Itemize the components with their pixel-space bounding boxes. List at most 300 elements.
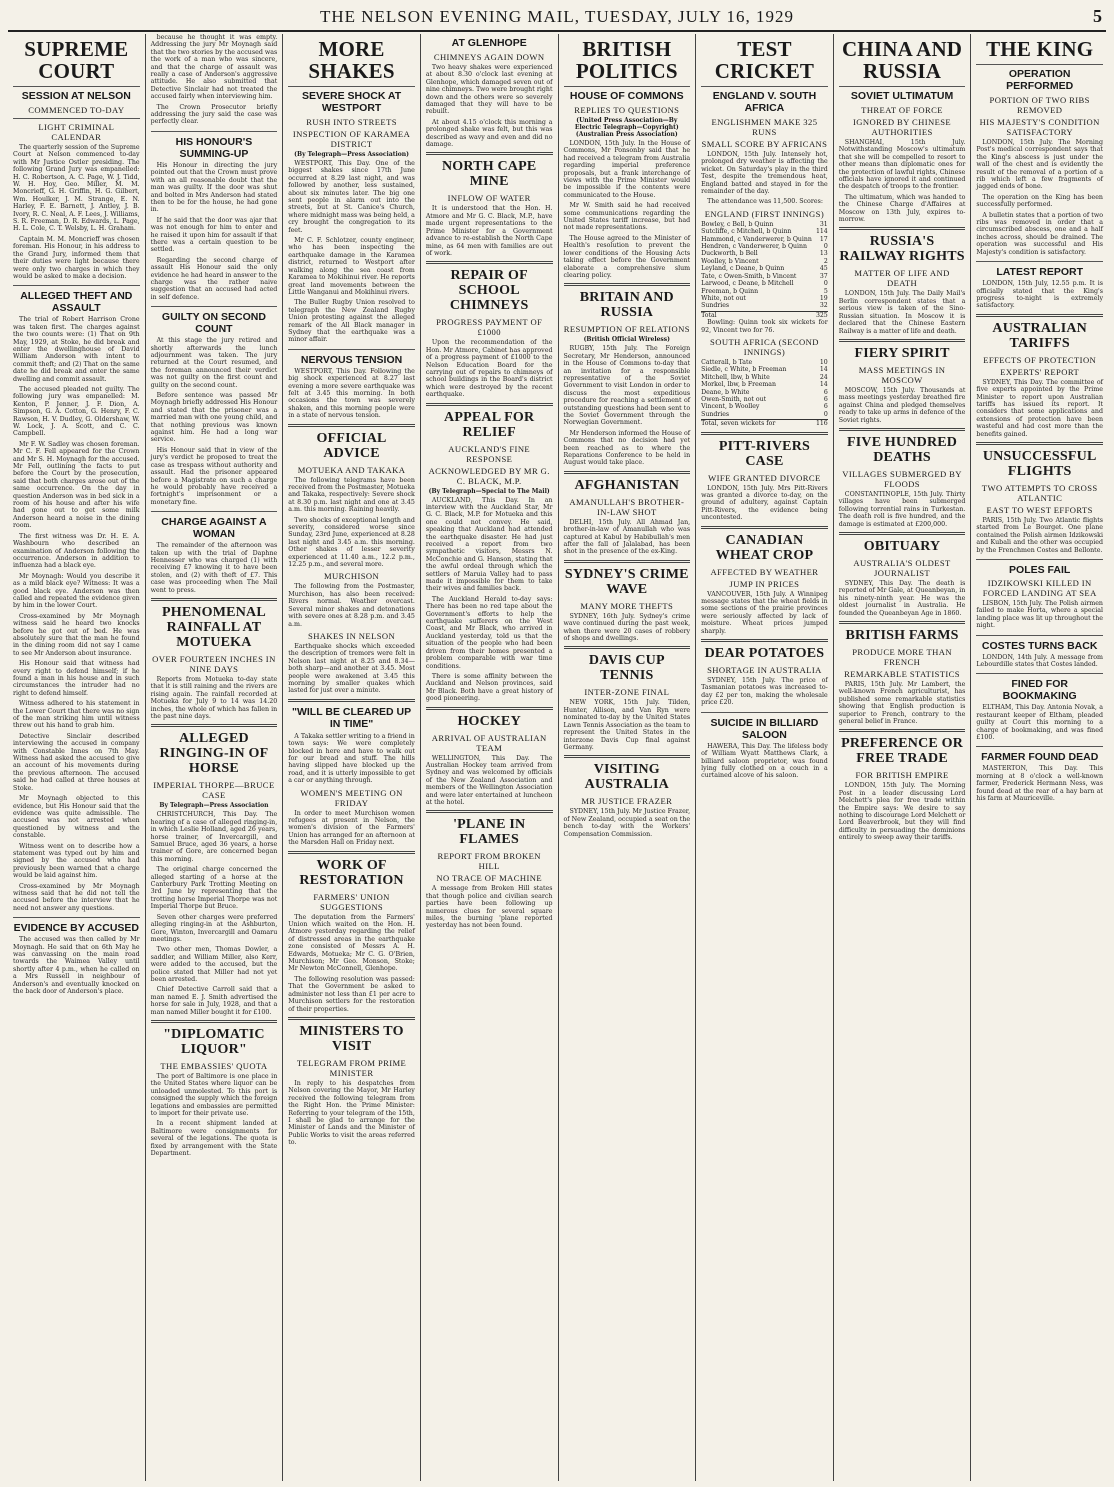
story-heading: NERVOUS TENSION [288,349,415,366]
kicker: PROGRESS PAYMENT OF £1000 [436,317,543,338]
batsman: Siedle, c White, b Freeman [701,366,787,374]
score-row [701,374,828,381]
headline-the-king: THE KING [986,37,1094,61]
article-paragraph: MOSCOW, 15th July. Thousands at mass meetings yesterday breathed fire against China and pledged themselves ready to take up arms in defence of the Soviet rights. [838,386,966,424]
kicker: PRODUCE MORE THAN FRENCH [852,647,952,667]
divider [13,118,140,119]
article-paragraph: SYDNEY, This Day. The committee of five experts appointed by the Prime Minister to report upon Australian tariffs has issued its report. It considers that some applications and extensions of protection have been wasteful and had cost more than the benefits gained. [976,378,1103,438]
article-paragraph: His Honour said that in view of the jury's verdict he proposed to treat the case as trespass without authority and assault. Had the prisoner appeared before a Magistrate on such a charge he would probably have received a fortnight's imprisonment or a monetary fine. [150,446,278,506]
article-paragraph: Two other men, Thomas Dowler, a saddler, and William Miller, also Kerr, were added to the accused, but the police stated that Miller had not yet been arrested. [150,946,278,983]
headline-five-hundred-deaths: FIVE HUNDRED DEATHS [846,434,958,465]
article-paragraph: CONSTANTINOPLE, 15th July. Thirty villages have been submerged following torrential rains in Turkestan. The death roll is five hundred, and the damage is estimated at £200,000. [838,490,966,528]
kicker: MATTER OF LIFE AND DEATH [854,268,950,289]
page-number: 5 [1093,6,1102,26]
divider [976,64,1103,65]
runs: 6 [823,388,828,396]
article-paragraph: Earthquake shocks which exceeded the description of tremors were felt in Nelson last night at 8.25 and 8.34—both sharp—and another at 3.45. Most people were awakened at 3.45 this morning by smaller quakes which lasted for just over a minute. [288,642,415,695]
article-paragraph: At this stage the jury retired and shortly afterwards the lunch adjournment was taken. The jury returned at the Court resumed, and the foreman announced their verdict was not guilty on the first count and guilty on the second count. [150,337,278,389]
story-heading: COSTES TURNS BACK [976,635,1103,652]
kicker: MOTUEKA AND TAKAKA [297,464,406,475]
story-heading: EVIDENCE BY ACCUSED [13,917,140,934]
article-paragraph: The quarterly session of the Supreme Court at Nelson commenced to-day with Mr Justice Ostler presiding. The following Grand Jury was empanelled: H. C. Robertson, A. C. Page, W. J. Tidd, W. H. Hoy, Geo. Miller, M. M. Moncrieff, G. H. Griffin, H. G. Gilbert, Wm. Houlker, J. M. Strange, E. N. Harley, F. E. Barnett, J. Antley, J. B. Ivory, R. C. Neal, A. F. Lees, J. Williams, S. R. Freeman, D. R. Edwards, L. Page, H. L. Cole, C. T. Welsby, L. H. Graham. [13,144,140,233]
article-paragraph: LONDON, 15th July. The Daily Mail's Berlin correspondent states that a serious view is taken of the Sino-Russian situation. In Moscow it is declared that the Chinese Eastern Railway is a matter of life and death. [838,290,966,335]
headline-appeal: APPEAL FOR RELIEF [444,409,535,440]
divider [151,724,278,727]
article-paragraph: RUGBY, 15th July. The Foreign Secretary, Mr Henderson, announced in the House of Commons to-day that an invitation for a responsible representative of the Soviet Government to visit London in order to discuss the most expeditious procedure for reaching a settlement of outstanding questions had been sent to the Soviet Government through the Norwegian Government. [563,345,691,427]
headline-preference: PREFERENCE OR FREE TRADE [841,736,964,767]
article-paragraph: The following telegrams have been received from the Postmaster, Motueka and Takaka, respectively: Severe shock at 8.30 p.m. last night and one at 3.45 a.m. this morning. Raining heavily. [288,476,415,514]
divider [564,755,691,758]
kicker: IMPERIAL THORPE—BRUCE CASE [153,780,275,801]
column-8 [971,34,1108,1481]
headline-crime-wave: SYDNEY'S CRIME WAVE [564,566,689,597]
kicker: EXPERTS' REPORT [1000,366,1080,377]
kicker: RESUMPTION OF RELATIONS [563,324,690,335]
score-row [701,295,828,302]
kicker: TWO ATTEMPTS TO CROSS ATLANTIC [981,482,1098,503]
article-paragraph: AUCKLAND, This Day. In an interview with the Auckland Star, Mr G. C. Black, M.P. for Motueka and this one could not convey. He said, speaking that Auckland had attended the earthquake disaster. He had just received a report from two sympathetic visitors, Messrs N. McConchie and G. Hanson, stating that the awful ordeal through which the settlers of Maruia Valley had to pass made it impossible for them to take their wives and families back. [425,496,553,593]
article-paragraph: LONDON, 15th July. In the House of Commons, Mr Ponsonby said that he had received a telegram from Australia regarding imperial preference proposals, but a frank interchange of views with the Prime Minister would be impossible if the contents were communicated to the House. [563,140,691,199]
score-row [701,258,828,265]
article-paragraph: At about 4.15 o'clock this morning a prolonged shake was felt, but this was described as wavy and even and did no damage. [425,118,553,149]
score-row [701,302,828,309]
batsman: Larwood, c Deane, b Mitchell [701,280,794,288]
kicker: MR JUSTICE FRAZER [581,796,673,807]
kicker: MURCHISON [323,571,380,582]
column-6 [696,34,834,1481]
wire-credit: (British Official Wireless) [583,336,671,344]
wire-credit: By Telegraph—Press Association [159,802,269,810]
article-paragraph: LONDON, 15th July, 12.55 p.m. It is officially stated that the King's progress to-night is extremely satisfactory. [976,280,1103,310]
article-paragraph: HAWERA, This Day. The lifeless body of William Wyatt Matthews Clark, a billiard saloon proprietor, was found lying fully clothed on a couch in a curtained alcove of his saloon. [701,742,828,780]
divider [288,1017,415,1020]
story-heading: ALLEGED THEFT AND ASSAULT [13,285,140,314]
story-heading: FINED FOR BOOKMAKING [976,673,1103,702]
kicker: ARRIVAL OF AUSTRALIAN TEAM [431,732,547,753]
masthead-title: THE NELSON EVENING MAIL, TUESDAY, JULY 16, 1929 [319,7,795,26]
runs: 6 [823,403,828,411]
kicker: SHORTAGE IN AUSTRALIA [707,665,822,676]
runs: 17 [819,235,828,243]
divider [288,851,415,854]
score-total: Total, seven wickets for 116 [701,420,828,428]
story-heading: SUICIDE IN BILLIARD SALOON [701,712,828,741]
kicker: LIGHT CRIMINAL CALENDAR [38,122,115,142]
kicker: FARMERS' UNION SUGGESTIONS [313,891,390,912]
kicker: RUSH INTO STREETS [306,117,397,127]
article-paragraph: In reply to his despatches from Nelson covering the Mayor, Mr Harley received the following telegram from the Right Hon. the Prime Minister: Referring to your telegram of the 15th, I shall be glad to arrange for the Minister of Lands and the Minister of Public Works to visit the areas referred to. [288,1079,415,1147]
article-paragraph: The Buller Rugby Union resolved to telegraph the New Zealand Rugby Union protesting against the alleged remark of the All Black manager in Sydney that the earthquake was a minor affair. [288,299,415,344]
score-row [701,236,828,243]
headline-ringing-in: ALLEGED RINGING-IN OF HORSE [159,731,269,777]
batsman: Hammond, c Vanderwerer, b Quinn [701,235,812,243]
kicker: REPLIES TO QUESTIONS [574,105,680,115]
batsman: White, not out [701,294,746,302]
article-paragraph: NEW YORK, 15th July. Tilden, Hunter, Allison, and Van Ryn were nominated to-day by the United States Lawn Tennis Association as the team to represent the United States in the interzone Davis Cup final against Germany. [563,699,691,751]
article-paragraph: Bowling: Quinn took six wickets for 92, Vincent two for 76. [701,319,828,334]
article-paragraph: PARIS, 15th July. Mr Lambert, the well-known French agriculturist, has published some remarkable statistics showing that English production is superior to French, contrary to the general belief in France. [838,681,966,726]
batsman: Vincent, b Woolley [701,403,760,411]
runs: 19 [819,294,828,302]
column-2 [146,34,284,1481]
divider [564,86,691,87]
article-paragraph: The following from the Postmaster, Murchison, has also been received: Rivers normal. Weather overcast. Several minor shakes and detonations with severe ones at 8.28 p.m. and 3.45 a.m. [288,583,415,628]
article-paragraph: DELHI, 15th July. All Ahmad Jan, brother-in-law of Amanullah who was captured at Kabul by Habibullah's men after the fall of Jalalabad, has been shot in the presence of the ex-King. [563,518,691,556]
kicker: AUCKLAND'S FINE RESPONSE [448,443,531,464]
kicker: INTER-ZONE FINAL [584,687,670,698]
article-paragraph: The first witness was Dr. H. E. A. Washbourn who described an examination of Anderson following the occurrence. Anderson in addition to influenza had a black eye. [13,532,140,570]
wire-credit: (By Telegraph—Special to The Mail) [428,487,550,495]
scorecard-south-africa [701,359,828,428]
score-row [701,403,828,410]
runs: 10 [819,358,828,366]
kicker: COMMENCED TO-DAY [28,105,125,115]
runs: 14 [819,366,828,374]
divider [701,639,828,642]
article-paragraph: In a recent shipment landed at Baltimore were consignments for several of the legations. The quota is fixed by arrangement with the State Department. [150,1120,278,1158]
headline-railway-rights: RUSSIA'S RAILWAY RIGHTS [839,234,965,265]
kicker: HIS MAJESTY'S CONDITION SATISFACTORY [979,117,1100,137]
divider [564,471,691,474]
kicker: EFFECTS OF PROTECTION [983,354,1097,365]
article-paragraph: PARIS, 15th July. Two Atlantic flights started from Le Bourget. One plane contained the Polish airmen Idzikowski and Kubali and the other was occupied by the Frenchmen Costes and Bellonte. [976,516,1103,554]
article-paragraph: SYDNEY, 15th July. The price of Tasmanian potatoes was increased to-day £2 per ton, making the wholesale price £20. [701,677,828,707]
masthead [8,4,1106,32]
article-paragraph: LONDON, 14th July. A message from Lebourdille states that Costes landed. [976,653,1103,669]
batsman: Deane, b White [701,388,750,396]
headline-britain-russia: BRITAIN AND RUSSIA [579,290,674,321]
runs: 37 [819,272,828,280]
divider [701,432,828,435]
article-paragraph: The trial of Robert Harrison Crone was taken first. The charges against the two counts were: (1) That on 9th May, 1929, at Stoke, he did break and enter the dwellinghouse of David William Anderson with intent to commit theft; and (2) That on the same date he did break and enter the same dwelling and commit assault. [13,316,140,383]
article-paragraph: WESTPORT, This Day. One of the biggest shakes since 17th June occurred at 8.29 last night, and was followed by another, less sustained, about six minutes later. The big one sent people in alarm out into the streets, but at St. Canice's Church, where midnight mass was being held, a cry brought the congregation to its feet. [288,160,415,234]
runs: 13 [819,250,828,258]
headline-more-shakes: MORE SHAKES [308,37,395,83]
headline-fiery-spirit: FIERY SPIRIT [854,345,950,361]
article-paragraph: The attendance was 11,500. Scores: [707,198,823,206]
divider [426,707,553,710]
kicker: MANY MORE THEFTS [580,600,674,611]
article-paragraph: Cross-examined by Mr Moynagh witness said that he did not tell the accused before the interview that he need not answer any questions. [13,882,140,912]
article-paragraph: The port of Baltimore is one place in the United States where liquor can be unloaded unmolested. To this port is consigned the supply which the foreign legations and embassies are permitted to import for their private use. [150,1072,278,1117]
batsman: Duckworth, b Bell [701,250,758,258]
divider [839,227,966,230]
headline-north-cape: NORTH CAPE MINE [441,159,537,190]
kicker: INFLOW OF WATER [447,193,531,204]
headline-ministers: MINISTERS TO VISIT [299,1023,404,1054]
kicker: SMALL SCORE BY AFRICANS [701,139,828,149]
article-paragraph: Reports from Motueka to-day state that it is still raining and the rivers are rising again. The rainfall recorded at Motueka for July 9 to 14 was 14.20 inches, the whole of which has fallen in the past nine days. [150,675,278,720]
article-paragraph: The following resolution was passed: That the Government be asked to administer not less than £1 per acre to Murchison settlers for the restoration of their properties. [288,975,415,1013]
headline-afghanistan: AFGHANISTAN [574,477,680,493]
article-paragraph: because he thought it was empty. Addressing the jury Mr Moynagh said that the two stories by the accused was the work of a man who was sincere, and that the charge of assault was really a case of Anderson's aggressive attitude. He also submitted that Detective Sinclair had not treated the accused fairly when interviewing him. [150,34,278,101]
story-heading: POLES FAIL [976,559,1103,576]
runs: 2 [823,257,828,265]
divider [839,339,966,342]
divider [839,532,966,535]
article-paragraph: MASTERTON, This Day. This morning at 8 o'clock a well-known farmer, Frederick Hermann Ness, was found dead at the rear of a hay barn at his farm at Mauriceville. [976,765,1103,803]
divider [839,428,966,431]
article-paragraph: A Takaka settler writing to a friend in town says: We were completely blocked in here and have to walk out for our bread and stuff. The hills having slipped have blocked up the road, and it is utterly impossible to get a car or anything through. [288,732,415,785]
subhead: ENGLAND V. SOUTH AFRICA [712,90,817,114]
divider [839,86,966,87]
score-total: Total 325 [701,311,828,319]
headline-australian-tariffs: AUSTRALIAN TARIFFS [992,320,1087,351]
kicker: REPORT FROM BROKEN HILL [437,851,541,872]
column-3 [283,34,421,1481]
score-row [701,250,828,257]
article-paragraph: If he said that the door was ajar that was not enough for him to enter and he raised it upon him for assault if that there was a certain question to be settled. [150,216,278,254]
divider [288,699,415,702]
article-paragraph: The operation on the King has been successfully performed. [976,193,1103,209]
article-paragraph: Regarding the second charge of assault His Honour said the only evidence he had heard in answer to the charge was the rather naive suggestion that an accused had acted in self defence. [150,256,278,301]
story-heading: LATEST REPORT [976,261,1103,278]
article-paragraph: His Honour in directing the jury pointed out that the Crown must prove with an all reasonable doubt that the man was guilty. If the door was shut and bolted in Mrs Anderson had stated then to be for the house, he had gone in. [150,161,278,214]
runs: 0 [823,243,828,251]
column-7 [834,34,972,1481]
article-paragraph: LONDON, 15th July. Mrs Pitt-Rivers was granted a divorce to-day, on the ground of adultery, against Captain Pitt-Rivers, the evidence being uncontested. [701,484,828,522]
divider [839,729,966,732]
article-paragraph: LONDON, 15th July. Intensely hot, prolonged dry weather is affecting the wicket. On Saturday's play in the third Test, despite the tremendous heat, England batted and stayed in for the remainder of the day. [701,151,828,196]
article-paragraph: SYDNEY, This Day. The death is reported of Mr Gale, at Queanbeyan, in his ninety-ninth year. He was the oldest journalist in Australia. He founded the Queanbeyan Age in 1860. [838,579,966,617]
article-paragraph: The original charge concerned the alleged starting of a horse at the Canterbury Park Trotting Meeting on 3rd June by representing that the trotting horse Imperial Thorpe was not Imperial Thorpe but Bruce. [150,866,278,911]
article-paragraph: Mr W. Smith said he had received some communications regarding the United States tariff increase, but had not made representations. [563,202,691,232]
kicker: ENGLISHMEN MAKE 325 RUNS [711,117,818,137]
article-paragraph: LISBON, 15th July. The Polish airmen failed to make Horta, where a special landing place was lit up throughout the night. [976,600,1103,630]
wire-credit: (By Telegraph—Press Association) [294,151,409,158]
score-row [701,221,828,228]
headline-davis-cup: DAVIS CUP TENNIS [588,653,665,684]
headline-obituary: OBITUARY [863,538,941,554]
scorecard-title: SOUTH AFRICA (SECOND INNINGS) [710,336,819,357]
batsman: Leyland, c Deane, b Quinn [701,265,785,273]
article-paragraph: Seven other charges were preferred alleging ringing-in at the Ashburton, Gore, Winton, Invercargill and Oamaru meetings. [150,913,278,943]
headline-diplomatic-liquor: "DIPLOMATIC LIQUOR" [163,1026,265,1057]
headline-restoration: WORK OF RESTORATION [299,857,404,888]
batsman: Sutcliffe, c Mitchell, b Quinn [701,228,792,236]
kicker: WOMEN'S MEETING ON FRIDAY [300,787,403,808]
divider [701,86,828,87]
kicker: EAST TO WEST EFFORTS [986,504,1093,515]
score-row [701,381,828,388]
article-paragraph: The deputation from the Farmers' Union which waited on the Hon. H. Atmore yesterday regarding the relief of distressed areas in the earthquake zone consisted of Messrs A. H. Edwards, Motueka; Mr C. G. O'Brien, Murchison; Mr Geo. Monson, Stoke; Mr Newton McConnell, Glenhope. [288,913,415,973]
divider [288,86,415,87]
divider [976,314,1103,317]
kicker: VILLAGES SUBMERGED BY FLOODS [842,468,962,489]
kicker: JUMP IN PRICES [729,578,800,589]
article-paragraph: The Crown Prosecutor briefly addressing the jury said the case was perfectly clear. [150,103,278,126]
batsman: Catterall, b Tate [701,358,753,366]
divider [151,1020,278,1023]
headline-visiting-australia: VISITING AUSTRALIA [584,762,669,793]
scorecard-title: ENGLAND (FIRST INNINGS) [704,208,825,219]
subhead: "WILL BE CLEARED UP IN TIME" [292,705,412,730]
newspaper-columns [8,34,1108,1481]
article-paragraph: The ultimatum, which was handed to the Chinese Charge d'Affaires at Moscow on 13th July, expires to-morrow. [838,193,966,224]
article-paragraph: SYDNEY, 15th July. Mr Justice Frazer, of New Zealand, occupied a seat on the bench to-day with the Workers' Compensation Commission. [563,808,691,838]
story-heading: GUILTY ON SECOND COUNT [151,306,278,335]
article-paragraph: There is some affinity between the Auckland and Nelson provinces, said Mr Black. Both have a great history of good pioneering. [425,672,553,703]
subhead: AT GLENHOPE [451,37,527,49]
article-paragraph: Witness went on to describe how a statement was typed out by him and signed by the accused who had previously been warned that a charge would be laid against him. [13,842,140,880]
kicker: FOR BRITISH EMPIRE [855,770,949,781]
article-paragraph: Mr C. F. Schlotzer, county engineer, who has been inspecting the earthquake damage in the Karamea district, returned to Westport after walking along the sea coast from Karamea to Mokihinui river. He reports great land movements between the Little Wanganui and Mokihinui rivers. [288,237,415,296]
article-paragraph: Mr F. W. Sadley was chosen foreman. Mr C. F. Fell appeared for the Crown and Mr S. H. Moynagh for the accused. Mr Fell, outlining the facts to put before the Court by the prosecution, said that both charges arose out of the same occurrence. On the day in question Anderson was in bed sick in a room of his house and after his wife had gone out to get some milk Anderson heard a noise in the dining room. [13,440,140,530]
article-paragraph: In order to meet Murchison women refugees at present in Nelson, the women's division of the Farmers' Union has arranged for an afternoon at the Marsden Hall on Friday next. [288,809,415,847]
kicker: REMARKABLE STATISTICS [844,669,960,679]
batsman: Bowley, c Bell, b Quinn [701,220,774,228]
article-paragraph: A bulletin states that a portion of two ribs was removed in order that a circumscribed abscess, one and a half inches across, should be drained. The operation was successful and His Majesty's condition is satisfactory. [976,211,1103,256]
runs: 0 [823,280,828,288]
batsman: Hendren, c Vanderwerer, b Quinn [701,243,807,251]
score-row [701,396,828,403]
divider [976,442,1103,445]
divider [288,424,415,427]
batsman: Woolley, b Vincent [701,257,759,265]
kicker: CHIMNEYS AGAIN DOWN [433,52,545,62]
article-paragraph: WESTPORT, This Day. Following the big shock experienced at 8.27 last evening a more severe earthquake was felt at 3.45 this morning. In both occasions the town was severely shaken, and this morning people were in a state of nervous tension. [288,367,415,420]
article-paragraph: The accused was then called by Mr Moynagh. He said that on 6th May he was canvassing on the main road towards the Waimea Valley until shortly after 4 p.m., when he called on a Mrs Russell in neighbour of Anderson's and eventually knocked on the back door of Anderson's place. [13,936,140,996]
article-paragraph: Mr Henderson informed the House of Commons that no decision had yet been reached as to where the Reparations Conference to be held in August would take place. [563,429,691,467]
subhead: SESSION AT NELSON [21,90,131,102]
kicker: NO TRACE OF MACHINE [436,873,542,884]
article-paragraph: Chief Detective Carroll said that a man named E. J. Smith advertised the horse for sale in July, 1928, and that a man named Miller bought it for £100. [150,986,278,1016]
batsman: Tate, c Owen-Smith, b Vincent [701,272,797,280]
headline-rainfall: PHENOMENAL RAINFALL AT MOTUEKA [161,604,266,650]
kicker: MASS MEETINGS IN MOSCOW [858,364,946,385]
article-paragraph: A message from Broken Hill states that though police and civilian search parties have been following up numerous clues for several square miles, the burning 'plane reported yesterday has not been found. [425,885,553,930]
kicker: TELEGRAM FROM PRIME MINISTER [296,1057,407,1078]
kicker: THE EMBASSIES' QUOTA [160,1060,268,1071]
headline-supreme-court: SUPREME COURT [24,37,129,83]
score-row [701,288,828,295]
runs: 6 [823,395,828,403]
article-paragraph: Mr Moynagh: Would you describe it as a mild black eye? Witness: It was a good black eye. Anderson was then called and repeated the evidence given by him in the lower Court. [13,572,140,610]
column-5 [559,34,697,1481]
story-heading: FARMER FOUND DEAD [976,746,1103,763]
headline-test-cricket: TEST CRICKET [714,37,815,83]
score-row [701,273,828,280]
runs: 114 [815,228,828,236]
article-paragraph: Two shocks of exceptional length and severity, considered worse since Sunday, 23rd June, experienced at 8.28 last night and 3.45 a.m. this morning. Other shakes of lesser severity experienced at 11.40 a.m., 12.2 p.m., 12.25 p.m., and several more. [288,516,415,569]
article-paragraph: CHRISTCHURCH, This Day. The hearing of a case of alleged ringing-in, in which Leslie Holland, aged 26 years, horse trainer, of Invercargill, and Samuel Bruce, aged 36 years, a horse trainer of Gore, are concerned began this morning. [150,811,278,863]
divider [13,86,140,87]
subhead: SOVIET ULTIMATUM [850,90,954,102]
kicker: SHAKES IN NELSON [308,630,396,641]
article-paragraph: ELTHAM, This Day. Antonia Novak, a restaurant keeper of Eltham, pleaded guilty at Court this morning to a charge of bookmaking, and was fined £100. [976,704,1103,742]
kicker: OVER FOURTEEN INCHES IN NINE DAYS [152,653,276,674]
article-paragraph: LONDON, 15th July. The Morning Post in a leader discussing Lord Melchett's plea for free trade within the Empire says: We desire to say nothing to discourage Lord Melchett or Lord Beaverbrook, but they will find difficulty in persuading the dominions entirely to sweep away their tariffs. [838,782,966,842]
headline-official-advice: OFFICIAL ADVICE [316,430,387,461]
subhead: OPERATION PERFORMED [1006,68,1074,92]
article-paragraph: LONDON, 15th July. The Morning Post's medical correspondent says that the King's abscess is just under the wall of the chest and is evidently the result of the removal of a portion of a rib which left a few fragments of jagged ends of bone. [976,139,1103,191]
article-paragraph: Captain M. M. Moncrieff was chosen foreman. His Honour, in his address to the Grand Jury, informed them that their duties were light because there were only two charges in which they would be asked to make a decision. [13,235,140,280]
story-heading: HIS HONOUR'S SUMMING-UP [151,131,278,160]
article-paragraph: Two heavy shakes were experienced at about 8.30 o'clock last evening at Glenhope, which damaged seven out of nine chimneys. Two were brought right down and the others were so severely damaged that they will have to be rebuilt. [425,64,553,116]
batsman: Owen-Smith, not out [701,395,767,403]
article-paragraph: SHANGHAI, 15th July. Notwithstanding Moscow's ultimatum that she will be compelled to resort to other means than diplomatic ones for the protection of lawful rights, Chinese officials have ignored it and continued the despatch of troops to the frontier. [838,139,966,191]
score-row [701,243,828,250]
divider [426,152,553,155]
article-paragraph: His Honour said that witness had every right to defend himself; if he found a man in his house and in such circumstances the intruder had no right to defend himself. [13,660,140,697]
article-paragraph: VANCOUVER, 15th July. A Winnipeg message states that the wheat fields in some sections of the prairie provinces were seriously affected by lack of moisture. Wheat prices jumped sharply. [701,590,828,635]
score-row [701,366,828,373]
kicker: PORTION OF TWO RIBS REMOVED [989,95,1090,115]
article-paragraph: Cross-examined by Mr Moynagh witness said he heard two knocks before he got out of bed. He was absolutely sure that the man he found in the dining room did not say I came to see Mr Anderson about insurance. [13,612,140,657]
article-paragraph: The accused pleaded not guilty. The following jury was empanelled: M. Kenton, P. Jenner, J. F. Dion, A. Simpson, G. A. Cotton, G. Henry, F. C. Rawson, H. V. Dudley, G. Oldershaw, W. W. Lock, J. A. Scott, and C. C. Campbell. [13,385,140,438]
score-row [701,411,828,418]
article-paragraph: Before sentence was passed Mr Moynagh briefly addressed His Honour and stated that the prisoner was a married man with one young child, and that nothing previous was known against him. He had a long war service. [150,392,278,444]
kicker: AMANULLAH'S BROTHER-IN-LAW SHOT [569,496,685,517]
divider [151,598,278,601]
kicker: AFFECTED BY WEATHER [710,566,819,577]
headline-school-chimneys: REPAIR OF SCHOOL CHIMNEYS [449,268,529,314]
headline-wheat-crop: CANADIAN WHEAT CROP [715,532,814,563]
article-paragraph: Mr Moynagh objected to this evidence, but His Honour said that the evidence was quite admissible. The accused was not arrested when questioned by witness and the constable. [13,795,140,840]
article-paragraph: The House agreed to the Minister of Health's resolution to prevent the lower conditions of the Housing Acts taking effect before the Government elaborate a comprehensive slum clearing policy. [563,234,691,279]
score-row [701,389,828,396]
batsman: Sundries [701,410,730,418]
kicker: INSPECTION OF KARAMEA DISTRICT [292,129,411,149]
batsman: Sundries [701,302,730,310]
runs: 45 [819,265,828,273]
batsman: Mitchell, lbw, b White [701,373,770,381]
article-paragraph: The Auckland Herald to-day says: There has been no red tape about the Government's efforts to help the earthquake sufferers on the West Coast, and Mr Black, who arrived in Auckland yesterday, told us that the situation of the people who had been driven from their homes presented a problem comparable with war time conditions. [425,595,553,670]
score-row [701,228,828,235]
headline-british-politics: BRITISH POLITICS [575,37,678,83]
runs: 0 [823,410,828,418]
article-paragraph: Detective Sinclair described interviewing the accused in company with Constable Innes on 7th May. Witness had asked the accused to give an account of his movements during the previous afternoon. The accused said he had called at three houses at Stoke. [13,732,140,792]
subhead: HOUSE OF COMMONS [569,90,684,102]
kicker: ACKNOWLEDGED BY MR G. C. BLACK, M.P. [428,465,550,486]
article-paragraph: It is understood that the Hon. H. Atmore and Mr G. C. Black, M.P., have made urgent representations to the Prime Minister for a Government advance to re-establish the North Cape mine, as 64 men with families are out of work. [425,205,553,257]
divider [564,646,691,649]
runs: 5 [823,287,828,295]
kicker: THREAT OF FORCE [861,105,943,115]
divider [426,403,553,406]
divider [426,261,553,264]
batsman: Freeman, b Quinn [701,287,759,295]
headline-pitt-rivers: PITT-RIVERS CASE [718,438,811,469]
runs: 14 [819,381,828,389]
kicker: IGNORED BY CHINESE AUTHORITIES [853,117,952,137]
article-paragraph: WELLINGTON, This Day. The Australian Hockey team arrived from Sydney and was welcomed by officials of the New Zealand Association and members of the Wellington Association and were later entertained at luncheon at the hotel. [425,754,553,806]
kicker: WIFE GRANTED DIVORCE [708,472,821,483]
scorecard-england [701,221,828,319]
subhead: SEVERE SHOCK AT WESTPORT [301,90,402,114]
runs: 24 [819,373,828,381]
column-1 [8,34,146,1481]
headline-china-russia: CHINA AND RUSSIA [841,37,963,83]
headline-hockey: HOCKEY [457,713,521,729]
headline-plane-flames: 'PLANE IN FLAMES [453,817,526,848]
batsman: Morkel, lbw, b Freeman [701,381,776,389]
divider [564,560,691,563]
wire-credit: (United Press Association—By Electric Telegraph—Copyright) (Australian Press Association) [574,117,679,138]
article-paragraph: Upon the recommendation of the Hon. Mr Atmore, Cabinet has approved of a progress payment of £1000 to the Nelson Education Board for the carrying out of repairs to chimneys of school buildings in the Board's district which were destroyed by the recent earthquake. [425,339,553,399]
story-heading: CHARGE AGAINST A WOMAN [151,511,278,540]
runs: 32 [819,302,828,310]
kicker: AUSTRALIA'S OLDEST JOURNALIST [853,557,951,578]
headline-british-farms: BRITISH FARMS [845,628,959,643]
score-row [701,359,828,366]
divider [564,283,691,286]
divider [426,810,553,813]
score-row [701,265,828,272]
runs: 31 [819,220,828,228]
divider [701,526,828,529]
column-4 [421,34,559,1481]
